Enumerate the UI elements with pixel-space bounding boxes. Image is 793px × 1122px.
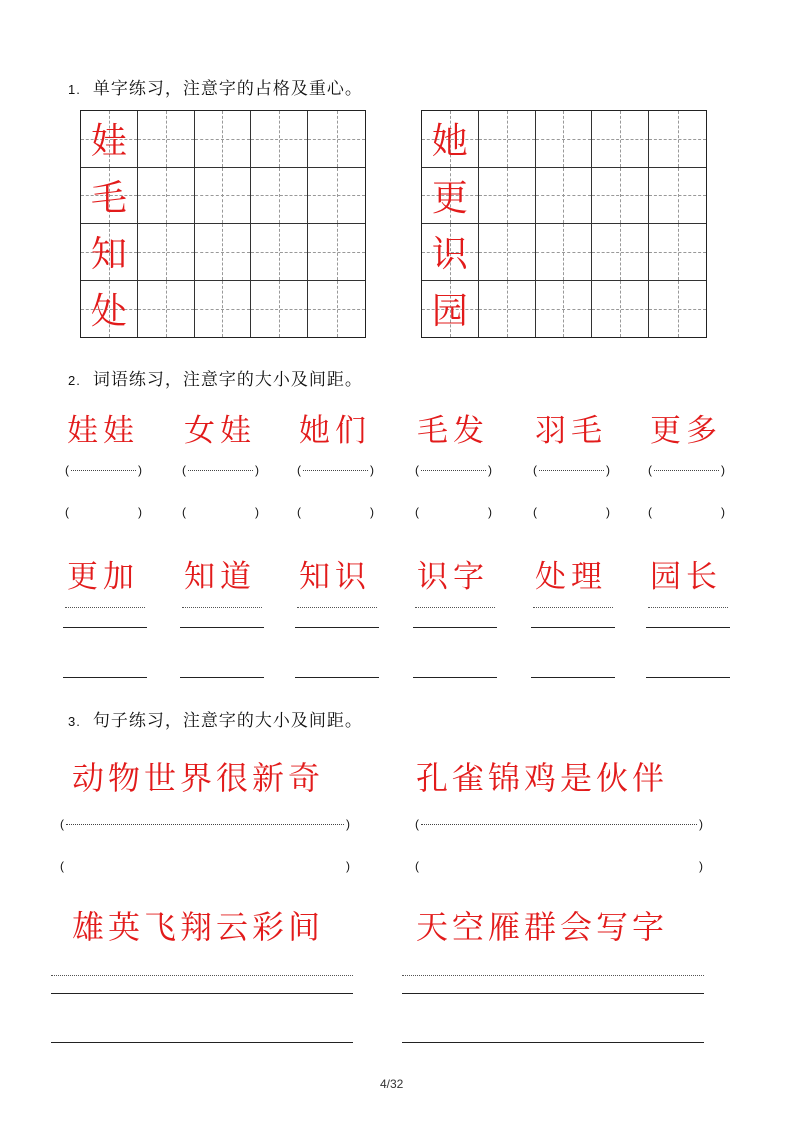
dotted-guide-line: [297, 607, 377, 608]
practice-cell[interactable]: [649, 224, 706, 281]
section-3-number: 3.: [68, 714, 81, 729]
dotted-guide-line: [402, 975, 704, 976]
practice-cell[interactable]: [536, 168, 593, 225]
answer-bracket-dotted[interactable]: ( ): [648, 463, 725, 477]
practice-cell[interactable]: [138, 224, 195, 281]
writing-line[interactable]: [51, 993, 353, 994]
model-character: 毛: [90, 177, 127, 219]
writing-line[interactable]: [413, 677, 497, 678]
writing-line[interactable]: [295, 627, 379, 628]
writing-grid-right: [421, 110, 707, 338]
dotted-guide-line: [51, 975, 353, 976]
practice-cell[interactable]: [649, 281, 706, 338]
sentence-bottom-left: 雄英飞翔云彩间: [72, 908, 325, 946]
writing-line[interactable]: [646, 627, 730, 628]
practice-cell[interactable]: [195, 111, 252, 168]
practice-cell[interactable]: [251, 224, 308, 281]
writing-line[interactable]: [63, 677, 147, 678]
writing-line[interactable]: [63, 627, 147, 628]
answer-bracket-blank[interactable]: ( ): [60, 859, 350, 873]
answer-bracket-dotted[interactable]: ( ): [182, 463, 259, 477]
answer-bracket-dotted[interactable]: ( ): [297, 463, 374, 477]
model-character: 知: [90, 234, 127, 276]
model-character: 她: [431, 121, 468, 163]
word-model: 园长: [650, 559, 722, 595]
model-character: 娃: [90, 121, 127, 163]
model-character: 处: [90, 291, 127, 333]
word-model: 处理: [535, 559, 607, 595]
dotted-guide-line: [182, 607, 262, 608]
word-model: 她们: [299, 413, 371, 449]
sentence-top-right: 孔雀锦鸡是伙伴: [416, 759, 669, 797]
practice-cell[interactable]: [592, 168, 649, 225]
answer-bracket-dotted[interactable]: ( ): [415, 817, 703, 831]
dotted-guide-line: [65, 607, 145, 608]
word-model: 知道: [184, 559, 256, 595]
model-character-cell: [81, 224, 138, 281]
writing-line[interactable]: [531, 677, 615, 678]
practice-cell[interactable]: [592, 281, 649, 338]
word-model: 识字: [417, 559, 489, 595]
practice-cell[interactable]: [138, 168, 195, 225]
section-2-number: 2.: [68, 373, 81, 388]
section-2-heading: [68, 365, 363, 390]
word-model: 更加: [67, 559, 139, 595]
dotted-guide-line: [533, 607, 613, 608]
dotted-guide-line: [648, 607, 728, 608]
word-model: 娃娃: [67, 413, 139, 449]
answer-bracket-blank[interactable]: ( ): [182, 505, 259, 519]
model-character: 园: [431, 291, 468, 333]
model-character-cell: [81, 281, 138, 338]
writing-line[interactable]: [51, 1042, 353, 1043]
practice-cell[interactable]: [138, 111, 195, 168]
dotted-guide-line: [415, 607, 495, 608]
page-number: 4/32: [380, 1077, 404, 1091]
word-model: 知识: [299, 559, 371, 595]
section-1-title: 单字练习，注意字的占格及重心。: [92, 79, 363, 99]
sentence-top-left: 动物世界很新奇: [72, 759, 325, 797]
practice-cell[interactable]: [195, 281, 252, 338]
writing-line[interactable]: [180, 627, 264, 628]
answer-bracket-blank[interactable]: ( ): [65, 505, 142, 519]
model-character-cell: [422, 111, 479, 168]
section-1-heading: [68, 74, 363, 99]
practice-cell[interactable]: [536, 281, 593, 338]
model-character-cell: [422, 281, 479, 338]
practice-cell[interactable]: [536, 224, 593, 281]
answer-bracket-dotted[interactable]: ( ): [65, 463, 142, 477]
writing-line[interactable]: [295, 677, 379, 678]
writing-line[interactable]: [180, 677, 264, 678]
section-1-number: 1.: [68, 82, 81, 97]
answer-bracket-dotted[interactable]: ( ): [60, 817, 350, 831]
answer-bracket-dotted[interactable]: ( ): [533, 463, 610, 477]
practice-cell[interactable]: [308, 168, 365, 225]
practice-cell[interactable]: [649, 111, 706, 168]
answer-bracket-blank[interactable]: ( ): [415, 505, 492, 519]
sentence-bottom-right: 天空雁群会写字: [416, 908, 669, 946]
writing-line[interactable]: [402, 1042, 704, 1043]
practice-cell[interactable]: [592, 111, 649, 168]
practice-cell[interactable]: [195, 168, 252, 225]
word-model: 女娃: [184, 413, 256, 449]
answer-bracket-dotted[interactable]: ( ): [415, 463, 492, 477]
practice-cell[interactable]: [138, 281, 195, 338]
practice-cell[interactable]: [536, 111, 593, 168]
model-character-cell: [81, 168, 138, 225]
writing-line[interactable]: [646, 677, 730, 678]
section-2-title: 词语练习，注意字的大小及间距。: [92, 370, 363, 390]
practice-cell[interactable]: [649, 168, 706, 225]
word-model: 更多: [650, 413, 722, 449]
practice-cell[interactable]: [308, 111, 365, 168]
answer-bracket-blank[interactable]: ( ): [648, 505, 725, 519]
practice-cell[interactable]: [479, 111, 536, 168]
practice-cell[interactable]: [195, 224, 252, 281]
word-model: 毛发: [417, 413, 489, 449]
practice-cell[interactable]: [251, 281, 308, 338]
practice-cell[interactable]: [592, 224, 649, 281]
practice-cell[interactable]: [251, 111, 308, 168]
writing-line[interactable]: [402, 993, 704, 994]
writing-line[interactable]: [531, 627, 615, 628]
model-character: 识: [431, 234, 468, 276]
practice-cell[interactable]: [308, 224, 365, 281]
section-3-title: 句子练习，注意字的大小及间距。: [92, 711, 363, 731]
practice-cell[interactable]: [479, 168, 536, 225]
model-character-cell: [81, 111, 138, 168]
practice-cell[interactable]: [479, 281, 536, 338]
answer-bracket-blank[interactable]: ( ): [533, 505, 610, 519]
model-character-cell: [422, 224, 479, 281]
model-character-cell: [422, 168, 479, 225]
practice-cell[interactable]: [308, 281, 365, 338]
section-3-heading: [68, 706, 363, 731]
practice-cell[interactable]: [479, 224, 536, 281]
writing-line[interactable]: [413, 627, 497, 628]
model-character: 更: [431, 177, 468, 219]
writing-grid-left: [80, 110, 366, 338]
word-model: 羽毛: [535, 413, 607, 449]
answer-bracket-blank[interactable]: ( ): [297, 505, 374, 519]
practice-cell[interactable]: [251, 168, 308, 225]
answer-bracket-blank[interactable]: ( ): [415, 859, 703, 873]
